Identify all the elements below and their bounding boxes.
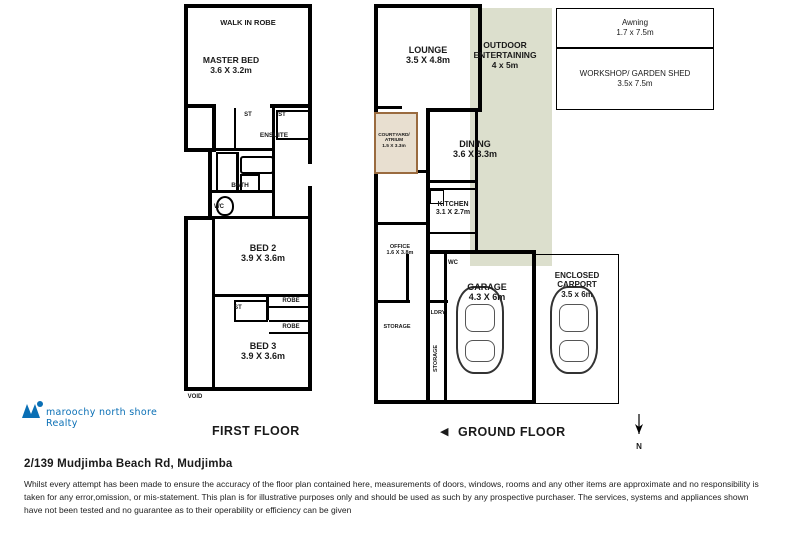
wall bbox=[212, 219, 215, 295]
legend-awning: Awning 1.7 x 7.5m bbox=[556, 8, 714, 48]
room-walk-in-robe: WALK IN ROBE bbox=[220, 17, 276, 27]
property-address: 2/139 Mudjimba Beach Rd, Mudjimba bbox=[24, 458, 233, 470]
wall bbox=[212, 216, 312, 219]
wall bbox=[184, 4, 312, 8]
wall bbox=[212, 297, 215, 387]
room-bed-3: BED 3 3.9 X 3.6m bbox=[240, 340, 286, 361]
disclaimer-text: Whilst every attempt has been made to ensure the accuracy of the floor plan contained here, measurements of doors, windows, rooms and any other items are approximate and no responsibility is taken for any error,omission, or mis-statement. This plan is for illustrative purposes only and should be used as such by any prospective purchaser. The services, systems and appliances shown have not been tested and no guarantee as to their operability or efficiency can be given bbox=[24, 479, 759, 516]
wall bbox=[234, 108, 236, 150]
compass bbox=[626, 414, 652, 451]
kitchen-bench bbox=[430, 232, 476, 234]
room-outdoor-entertaining: OUTDOOR ENTERTAINING 4 x 5m bbox=[473, 40, 537, 70]
room-dining: DINING 3.6 X 3.3m bbox=[452, 138, 498, 159]
room-ensuite: ENSUITE bbox=[259, 132, 289, 140]
wall bbox=[374, 4, 482, 8]
wall bbox=[374, 106, 402, 109]
room-storage-2: STORAGE bbox=[432, 344, 439, 372]
agency-logo-text: maroochy north shore Realty bbox=[46, 407, 158, 429]
room-st-1: ST bbox=[244, 111, 252, 118]
wall bbox=[444, 254, 447, 404]
agency-logo bbox=[20, 396, 165, 438]
room-office: OFFICE 1.6 X 3.8m bbox=[386, 243, 414, 256]
fixture-bath bbox=[240, 156, 274, 174]
room-robe-2: ROBE bbox=[282, 323, 300, 330]
wall bbox=[308, 186, 312, 236]
wall bbox=[426, 108, 430, 250]
compass-north-label: N bbox=[636, 442, 642, 451]
wall bbox=[184, 387, 312, 391]
footer bbox=[0, 450, 800, 533]
wall bbox=[308, 4, 312, 108]
first-floor-plan bbox=[170, 0, 330, 450]
wall bbox=[374, 222, 426, 225]
wall bbox=[184, 216, 212, 220]
wall bbox=[184, 104, 214, 108]
room-robe-1: ROBE bbox=[282, 297, 300, 304]
room-st-2: ST bbox=[278, 111, 286, 118]
room-bed-2: BED 2 3.9 X 3.6m bbox=[240, 242, 286, 263]
room-garage: GARAGE 4.3 X 6m bbox=[467, 281, 507, 302]
room-wc: WC bbox=[214, 203, 224, 210]
wall bbox=[269, 306, 312, 308]
wall bbox=[374, 4, 378, 404]
shaded-side-strip bbox=[536, 8, 552, 266]
entry-arrow-icon: ◀ bbox=[440, 426, 449, 438]
wall bbox=[374, 400, 430, 404]
wall bbox=[426, 400, 536, 404]
room-courtyard-atrium: COURTYARD/ ATRIUM 1.5 X 3.3m bbox=[378, 132, 410, 149]
agency-logo-icon bbox=[20, 398, 46, 424]
room-enclosed-carport: ENCLOSED CARPORT 3.5 x 6m bbox=[554, 271, 600, 299]
room-void: VOID bbox=[187, 393, 203, 400]
first-floor-label: FIRST FLOOR bbox=[212, 424, 300, 438]
wall bbox=[269, 332, 312, 334]
room-master-bed: MASTER BED 3.6 X 3.2m bbox=[202, 55, 260, 75]
wall bbox=[270, 104, 312, 108]
wall bbox=[212, 104, 216, 152]
wall bbox=[184, 216, 188, 391]
room-st-3: ST bbox=[234, 304, 242, 311]
room-wc-ground: WC bbox=[448, 259, 458, 266]
room-kitchen: KITCHEN 3.1 X 2.7m bbox=[435, 200, 471, 216]
legend-workshop-shed: WORKSHOP/ GARDEN SHED 3.5x 7.5m bbox=[556, 48, 714, 110]
wall bbox=[212, 148, 274, 151]
wall bbox=[184, 104, 188, 152]
ground-floor-label: GROUND FLOOR bbox=[458, 425, 566, 439]
wall bbox=[374, 300, 410, 303]
room-storage: STORAGE bbox=[383, 323, 411, 330]
wall bbox=[426, 250, 536, 254]
room-lounge: LOUNGE 3.5 X 4.8m bbox=[405, 44, 451, 65]
room-laundry: LDRY bbox=[430, 309, 446, 316]
room-bath: BATH bbox=[231, 182, 249, 190]
compass-arrow-icon bbox=[626, 414, 652, 436]
wall bbox=[406, 254, 409, 300]
wall bbox=[426, 108, 482, 112]
wall bbox=[426, 180, 478, 183]
